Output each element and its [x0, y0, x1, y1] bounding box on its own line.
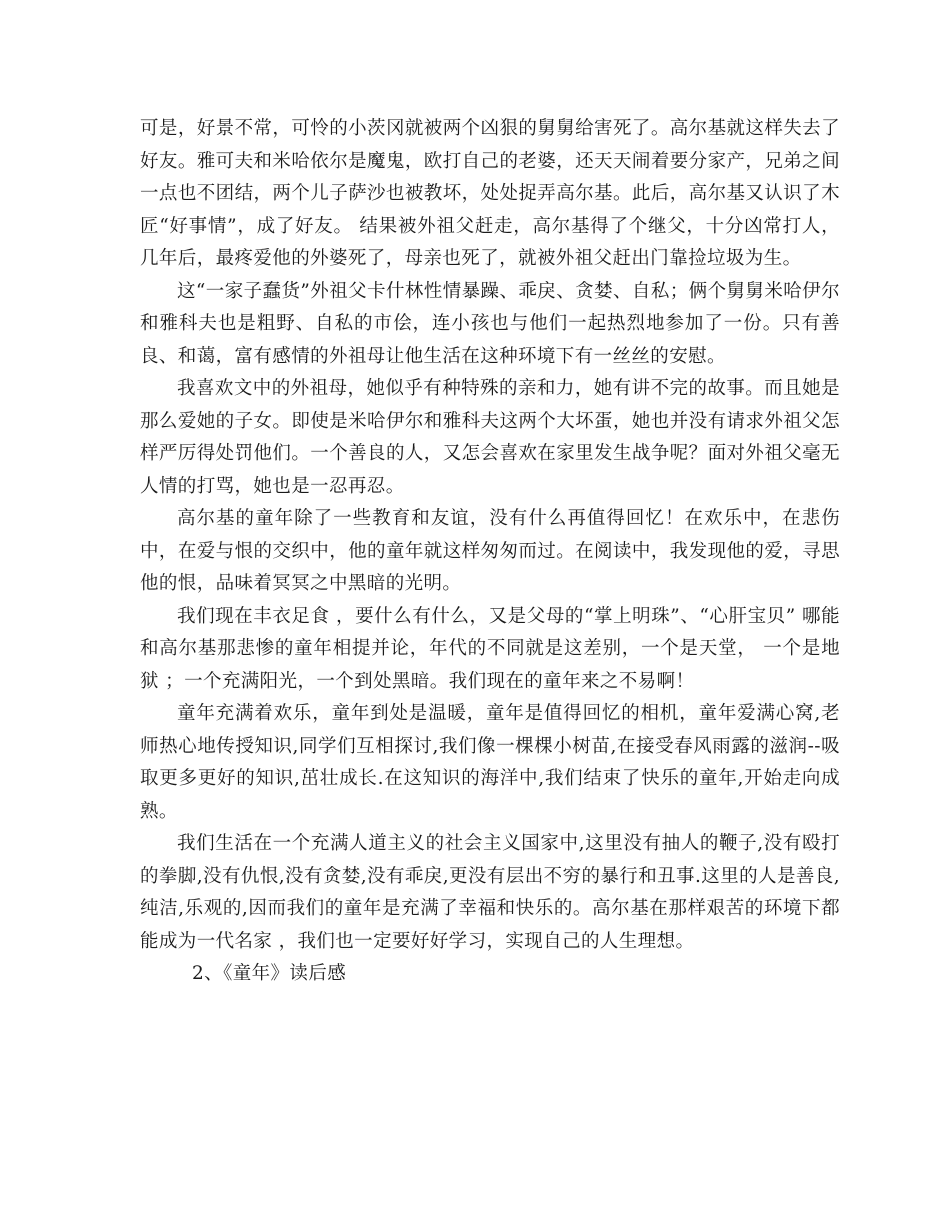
document-body — [140, 113, 840, 991]
paragraph-4: 高尔基的童年除了一些教育和友谊，没有什么再值得回忆！在欢乐中，在悲伤中，在爱与恨的交织中，他的童年就这样匆匆而过。在阅读中，我发现他的爱，寻思他的恨，品味着冥冥之中黑暗的光明。 — [140, 508, 840, 594]
paragraph-3: 我喜欢文中的外祖母，她似乎有种特殊的亲和力，她有讲不完的故事。而且她是那么爱她的子女。即使是米哈伊尔和雅科夫这两个大坏蛋，她也并没有请求外祖父怎样严厉得处罚他们。一个善良的人，又怎会喜欢在家里发生战争呢？面对外祖父毫无人情的打骂，她也是一忍再忍。 — [140, 378, 840, 497]
paragraph-2: 这“一家子蠢货”外祖父卡什林性情暴躁、乖戾、贪婪、自私；俩个舅舅米哈伊尔和雅科夫也是粗野、自私的市侩，连小孩也与他们一起热烈地参加了一份。只有善良、和蔼，富有感情的外祖母让他生活在这种环境下有一丝丝的安慰。 — [140, 280, 840, 367]
paragraph-6: 童年充满着欢乐，童年到处是温暖，童年是值得回忆的相机，童年爱满心窝,老师热心地传授知识,同学们互相探讨,我们像一棵棵小树苗,在接受春风雨露的滋润--吸取更多更好的知识,茁壮成长.在这知识的海洋中,我们结束了快乐的童年,开始走向成熟。 — [140, 703, 840, 822]
section-heading: 2、《童年》读后感 — [192, 963, 347, 984]
paragraph-5: 我们现在丰衣足食 ，要什么有什么，又是父母的“掌上明珠”、“心肝宝贝” 哪能和高尔基那悲惨的童年相提并论，年代的不同就是这差别，一个是天堂， 一个是地狱 ；一个充满阳光，一个到处黑暗。我们现在的童年来之不易啊！ — [140, 605, 840, 692]
paragraph-7: 我们生活在一个充满人道主义的社会主义国家中,这里没有抽人的鞭子,没有殴打的拳脚,没有仇恨,没有贪婪,没有乖戾,更没有层出不穷的暴行和丑事.这里的人是善良,纯洁,乐观的,因而我们的童年是充满了幸福和快乐的。高尔基在那样艰苦的环境下都能成为一代名家 ，我们也一定要好好学习，实现自己的人生理想。 — [140, 833, 840, 952]
paragraph-1: 可是，好景不常，可怜的小茨冈就被两个凶狠的舅舅给害死了。高尔基就这样失去了好友。雅可夫和米哈依尔是魔鬼，欧打自己的老婆，还天天闹着要分家产，兄弟之间一点也不团结，两个儿子萨沙也被教坏，处处捉弄高尔基。此后，高尔基又认识了木匠“好事情”，成了好友。 结果被外祖父赶走，高尔基得了个继父，十分凶常打人，几年后，最疼爱他的外婆死了，母亲也死了，就被外祖父赶出门靠捡垃圾为生。 — [140, 118, 840, 269]
